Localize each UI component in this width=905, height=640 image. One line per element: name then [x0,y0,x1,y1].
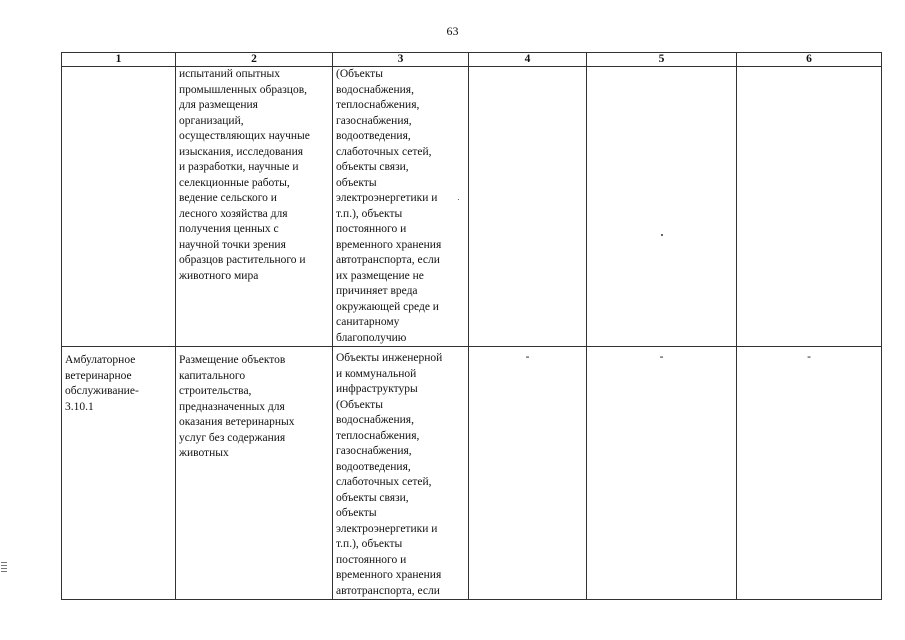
column-header-3: 3 [333,53,469,67]
cell-description: испытаний опытных промышленных образцов, для размещения организаций, осуществляющих научные изыскания, исследования и разработки, научные и селекционные работы, ведение сельского и лесного хозяйства для получения ценных с научной точки зрения образцов растительного и животного мира [176,67,333,347]
cell-col5: - [587,347,737,600]
cell-col4: - [469,347,587,600]
column-header-6: 6 [737,53,882,67]
page-number: 63 [446,24,459,38]
cell-col6: - [737,347,882,600]
cell-permitted-objects: Объекты инженерной и коммунальной инфраструктуры (Объекты водоснабжения, теплоснабжения, газоснабжения, водоотведения, слаботочных сетей, объекты связи, объекты электроэнергетики и т.п.), объекты постоянного и временного хранения автотранспорта, если [333,347,469,600]
scan-speck [661,234,663,236]
column-header-5: 5 [587,53,737,67]
cell-col6 [737,67,882,347]
zoning-table [61,52,882,600]
table-row [62,67,882,347]
scan-margin-mark [1,562,7,572]
cell-permitted-objects: (Объекты водоснабжения, теплоснабжения, газоснабжения, водоотведения, слаботочных сетей, объекты связи, объекты электроэнергетики и т.п.), объекты постоянного и временного хранения автотранспорта, если их размещение не причиняет вреда окружающей среде и санитарному благополучию [333,67,469,347]
column-header-1: 1 [62,53,176,67]
table-header-row [62,53,882,67]
cell-land-use-type: Амбулаторное ветеринарное обслуживание- 3.10.1 [62,347,176,600]
table-row [62,347,882,600]
cell-col5 [587,67,737,347]
cell-description: Размещение объектов капитального строительства, предназначенных для оказания ветеринарных услуг без содержания животных [176,347,333,600]
scan-speck [458,199,459,200]
cell-col4 [469,67,587,347]
column-header-4: 4 [469,53,587,67]
column-header-2: 2 [176,53,333,67]
cell-land-use-type [62,67,176,347]
